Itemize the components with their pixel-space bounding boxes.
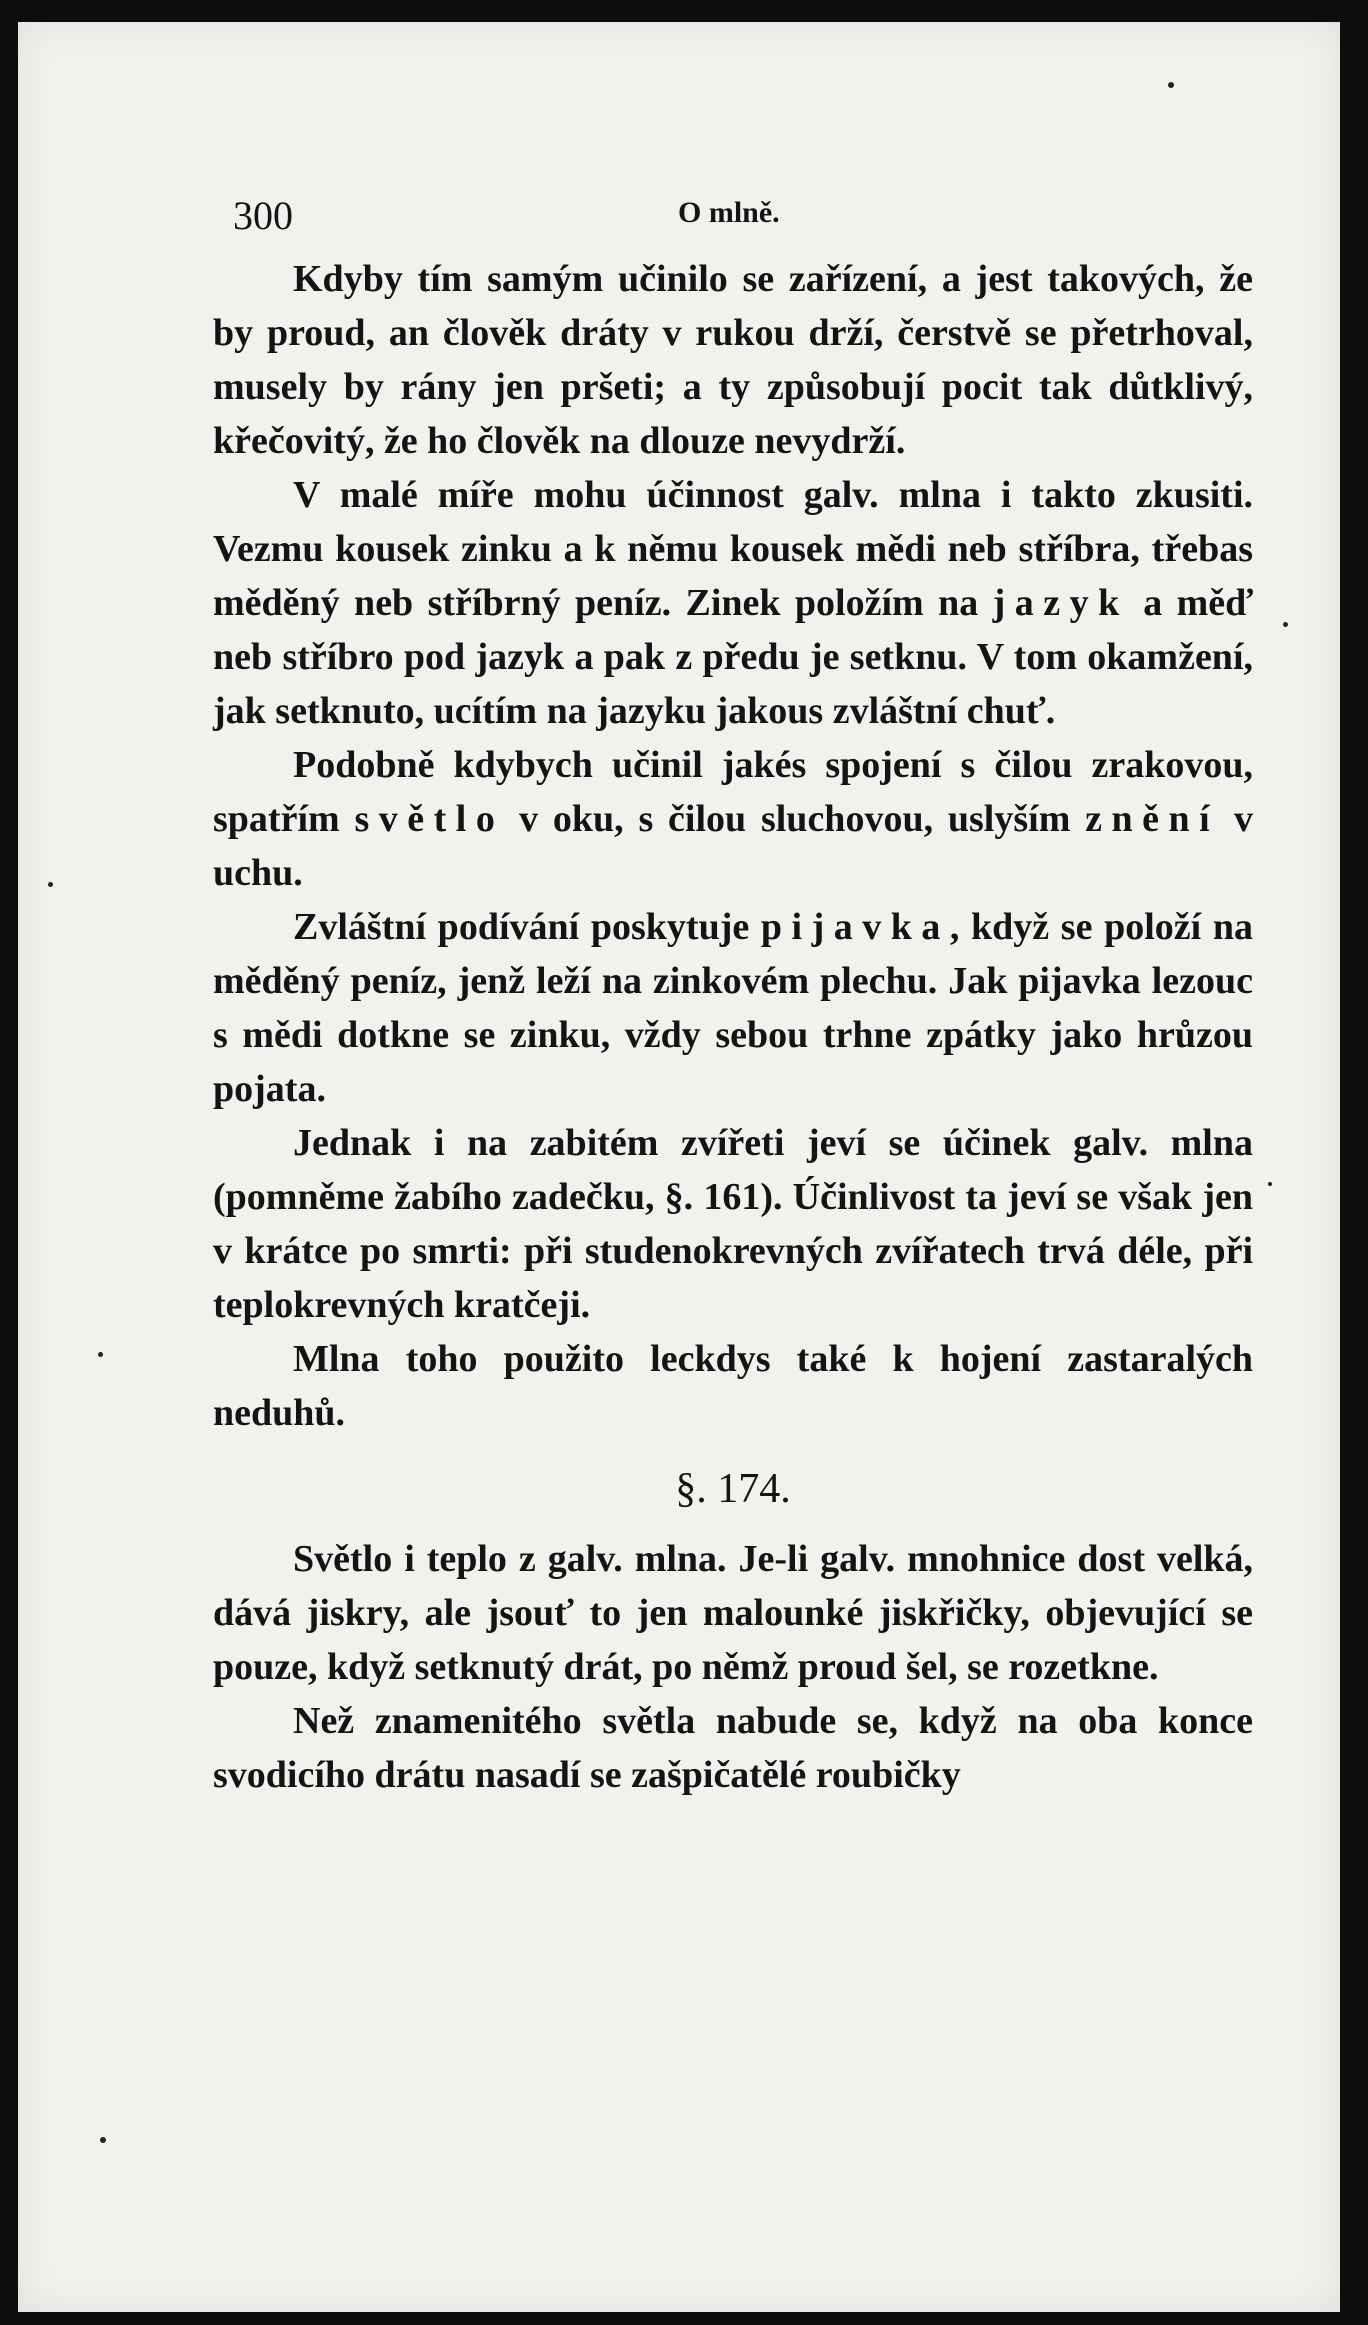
running-head [213,182,1253,252]
paragraph-3-text-a: Podobně kdybych učinil jakés spojení s čilou zrakovou, spatřím [213,744,1253,840]
paragraph-1: Kdyby tím samým učinilo se zařízení, a jest takových, že by proud, an člověk dráty v rukou drží, čerstvě se přetrhoval, musely by rány jen pršeti; a ty způsobují pocit tak důtklivý, křečovitý, že ho člověk na dlouze nevydrží. [213,258,1253,462]
spaced-term-svetlo: světlo [354,798,505,840]
section-number: §. 174. [675,1466,791,1512]
paragraph-7-text: Je-li galv. mnohnice dost velká, dává jiskry, ale jsouť to jen malounké jiskřičky, objevující se pouze, když setknutý drát, po němž proud šel, se rozetkne. [213,1538,1254,1688]
paragraph-4 [213,900,1253,1116]
paragraph-2-text-b: a měď neb stříbro pod jazyk a pak z předu je setknu. V tom okamžení, jak setknuto, ucítím na jazyku jakous zvláštní chuť. [213,582,1253,732]
scan-speck [1283,622,1288,627]
scan-speck [1168,82,1174,88]
paragraph-4-text-b: , když se položí na měděný peníz, jenž leží na zinkovém plechu. Jak pijavka lezouc s mědi dotkne se zinku, vždy sebou trhne zpátky jako hrůzou pojata. [213,906,1253,1110]
paragraph-6: Mlna toho použito leckdys také k hojení zastaralých neduhů. [213,1338,1253,1434]
paragraph-7 [213,1532,1253,1694]
paragraph-3-text-b: v oku, s čilou sluchovou, uslyším [504,798,1086,840]
paragraph-2-text-a: V malé míře mohu účinnost galv. mlna i takto zkusiti. Vezmu kousek zinku a k němu kousek mědi neb stříbra, třebas měděný neb stříbrný peníz. Zinek položím na [213,474,1253,624]
paragraph-3-text-c: v uchu. [213,798,1254,894]
scan-speck [48,882,53,887]
section-inline-heading: Světlo i teplo z galv. mlna. [293,1538,727,1580]
paragraph-3 [213,738,1253,900]
paragraph-8: Než znamenitého světla nabude se, když na oba konce svodicího drátu nasadí se zašpičatělé roubičky [213,1700,1253,1796]
text-block [213,182,1253,1802]
scan-speck [100,2137,106,2143]
spaced-term-pijavka: pijavka [760,906,950,948]
spaced-term-zneni: znění [1085,798,1220,840]
scan-speck [98,1352,103,1357]
running-title: O mlně. [678,196,780,229]
paragraph-4-text-a: Zvláštní podívání poskytuje [293,906,761,948]
scan-speck [1268,1182,1272,1186]
spaced-term-jazyk: jazyk [992,582,1129,624]
paragraph-2 [213,468,1253,738]
page-number: 300 [233,193,293,238]
paragraph-5: Jednak i na zabitém zvířeti jeví se účinek galv. mlna (pomněme žabího zadečku, §. 161). Účinlivost ta jeví se však jen v krátce po smrti: při studenokrevných zvířatech trvá déle, při teplokrevných kratčeji. [213,1122,1253,1326]
book-page [18,22,1340,2312]
